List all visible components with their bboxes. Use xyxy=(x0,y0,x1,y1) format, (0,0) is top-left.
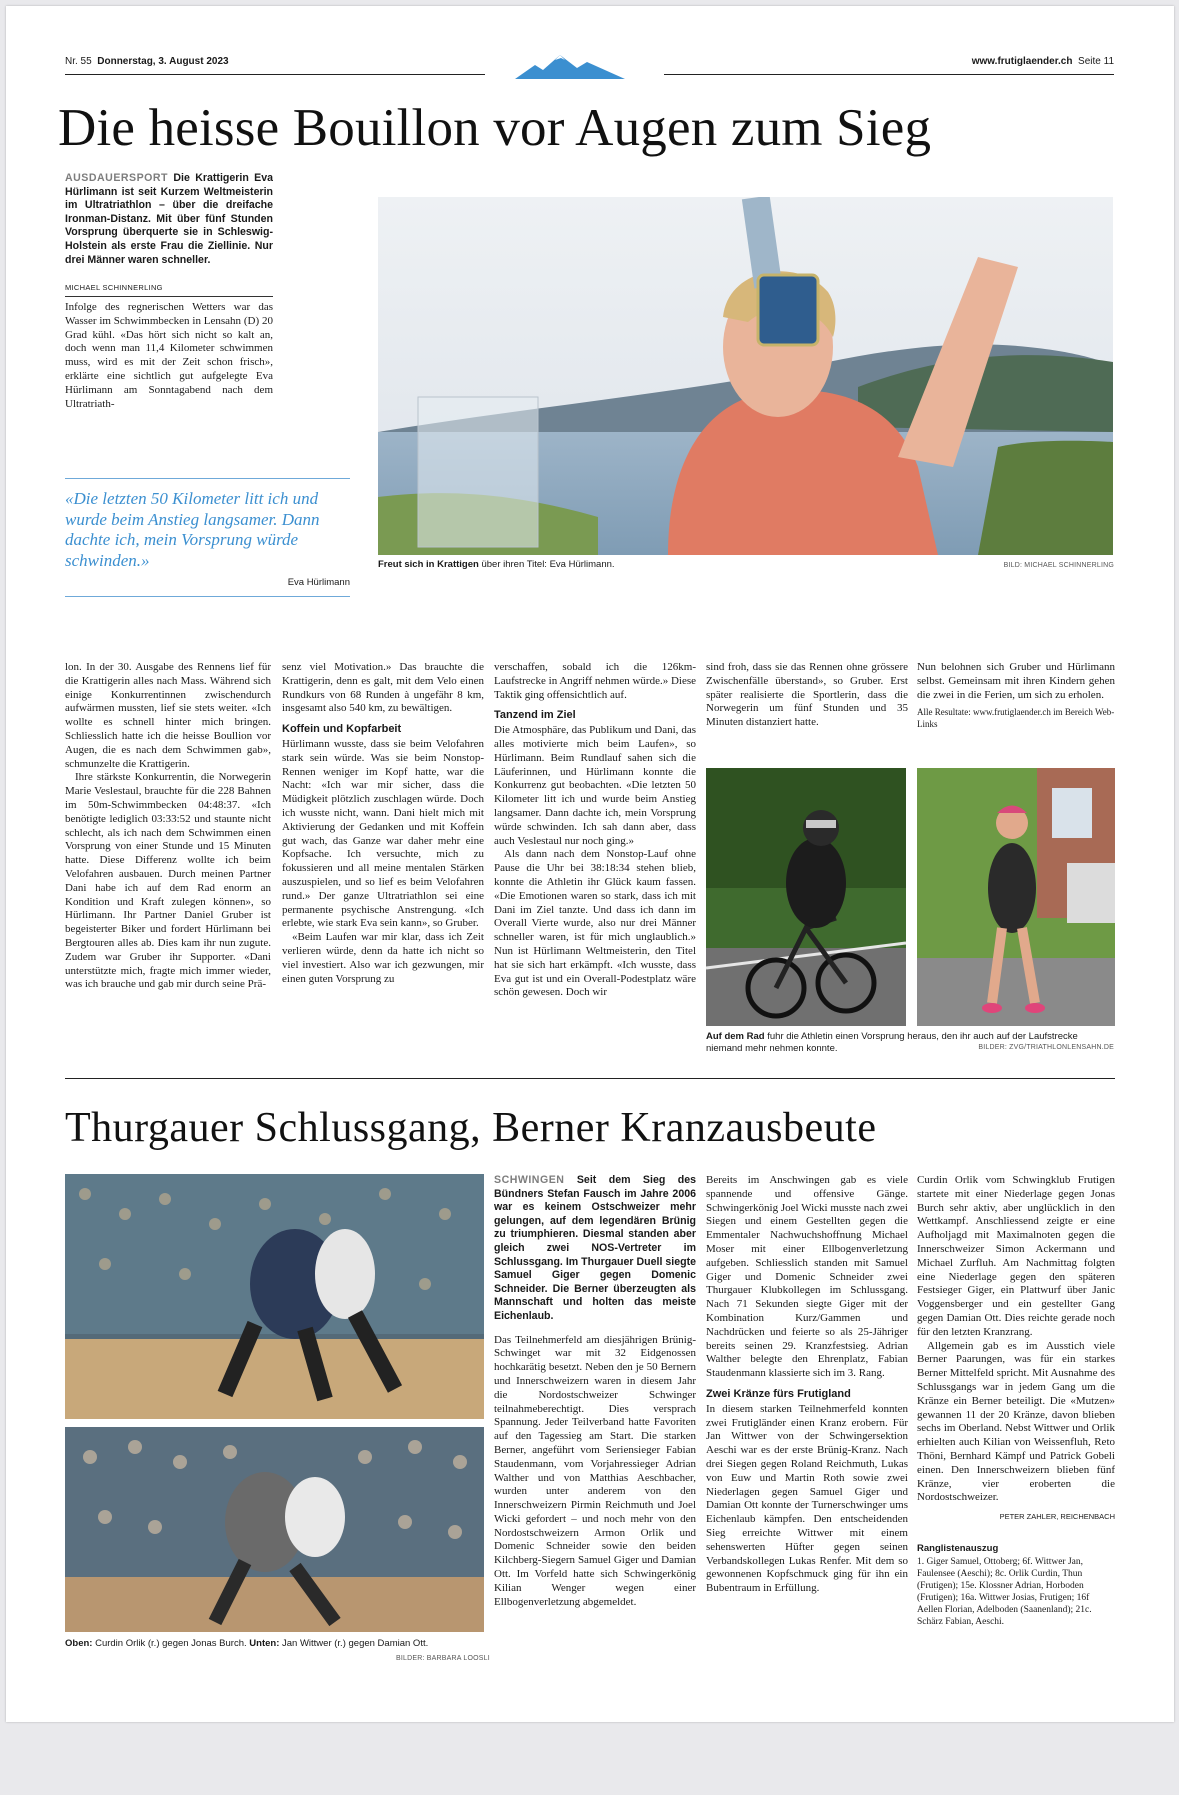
small-caption-bold: Auf dem Rad xyxy=(706,1031,765,1042)
main-caption-text: über ihren Titel: Eva Hürlimann. xyxy=(478,559,615,570)
article1-intro: Infolge des regnerischen Wetters war das Wasser im Schwimmbecken in Lensahn (D) 20 Grad kühl. «Das hört sich nicht so kalt an, doch wenn man 11,4 Kilometer schwimmen muss, wird es mit der Zeit schon frisch», erklärte eine sichtlich gut aufgelegte Eva Hürlimann am Sonntagabend nach dem Ultratriath- xyxy=(65,300,273,410)
article2-col2-paragraph-2: In diesem starken Teilnehmerfeld konnten zwei Frutigländer einen Kranz erobern. Für Jan Wittwer von der Schwingersektion Aeschi war es der erste Brünig-Kranz. Nach drei Siegen gegen Roland Reichmuth, Lukas von Euw und Martin Roth sowie zwei Niederlagen gegen Samuel Giger und Damian Ott konnte der Turnerschwinger ums Eichenlaub kämpfen. Den entscheidenden Sieg erreichte Wittwer mit einem sehenswerten Hüfter gegen seinen Verbandskollegen Lukas Renfer. Mit dem so gewonnenen Kopfschmuck ging für ihn ein Bubentraum in Erfüllung. xyxy=(706,1402,908,1595)
article1-results-note: Alle Resultate: www.frutiglaender.ch im Bereich Web-Links xyxy=(917,707,1115,730)
article1-col2-paragraph-2: Hürlimann wusste, dass sie beim Velofahren stark sein würde. Was sie beim Nonstop-Rennen weniger im Kopf hatte, war die Nacht: «Ich war mir sicher, dass die Müdigkeit plötzlich zuschlagen würde. Doch ich wusste nicht, wann. Dani hielt mich mit Aktivierung der Gedanken und mit Koffein gut wach, das Ganze war daher mehr eine Kopfsache. Ich versuchte, mich zu fokussieren und all meine mentalen Stärken auszuspielen, und so lief es beim Velofahren rund.» Der ganze Ultratriathlon sei eine permanente psychische Anstrengung. «Ich erlebte, wie stark Eva sein kann», so Gruber. xyxy=(282,737,484,930)
small-caption-text: fuhr die Athletin einen Vorsprung heraus, den ihr auch auf der Laufstrecke niemand mehr nehmen konnte. xyxy=(706,1031,1078,1054)
article1-col3-paragraph-3: Als dann nach dem Nonstop-Lauf ohne Pause die Uhr bei 38:18:34 stehen blieb, konnte die Athletin ihr Glück kaum fassen. «Die Emotionen waren so stark, dass ich mit Dani im Ziel tanzte. Und dass ich dann im Overall Vierte wurde, also nur drei Männer schneller waren, ist für mich unglaublich.» Nun ist Hürlimann Weltmeisterin, den Titel hat sie sich hart erkämpft. «Ich wusste, dass Eva gut ist und ein Overall-Podestplatz wäre schön gewesen. Doch wir xyxy=(494,848,696,999)
article1-lead xyxy=(65,172,273,267)
article-separator xyxy=(65,1078,1115,1079)
running-photo-image xyxy=(917,768,1115,1026)
article1-title: Die heisse Bouillon vor Augen zum Sieg xyxy=(58,99,932,157)
website-page-info xyxy=(972,56,1114,67)
header-rule-right xyxy=(664,74,1114,75)
article1-kicker: AUSDAUERSPORT xyxy=(65,172,169,184)
article1-column-4 xyxy=(706,661,908,751)
wrestling-photo-top xyxy=(65,1174,484,1419)
article1-subheading-koffein: Koffein und Kopfarbeit xyxy=(282,723,402,736)
cycling-photo-image xyxy=(706,768,906,1026)
main-photo-credit: BILD: MICHAEL SCHINNERLING xyxy=(1003,562,1114,569)
cycling-photo xyxy=(706,768,906,1026)
article2-lead xyxy=(494,1174,696,1324)
article2-column-2 xyxy=(706,1174,908,1674)
running-photo xyxy=(917,768,1115,1026)
wrestling-photos-caption xyxy=(65,1638,485,1650)
main-photo-image xyxy=(378,197,1113,555)
pull-quote xyxy=(65,478,350,597)
wrestling-photos-credit: BILDER: BARBARA LOOSLI xyxy=(396,1655,490,1662)
main-photo xyxy=(378,197,1113,555)
article1-col4-paragraph-1: sind froh, dass sie das Rennen ohne grössere Zwischenfälle überstand», so Gruber. Erst später realisierte die Sportlerin, dass die Norwegerin um fünf Stunden und 35 Minuten distanziert hatte. xyxy=(706,661,908,729)
newspaper-page xyxy=(6,6,1174,1722)
wrestling-photo-bottom xyxy=(65,1427,484,1632)
issue-number: Nr. 55 xyxy=(65,56,92,67)
article2-col1-paragraph-1: Das Teilnehmerfeld am diesjährigen Brünig-Schwinget war mit 32 Eidgenossen hochkarätig besetzt. Neben den je 50 Bernern und Innerschweizern waren in diesem Jahr die Nordostschweizer Schwinger teilnahmeberechtigt. Dies versprach Spannung. Jeder Teilverband hatte Favoriten auf den Tagessieg am Start. Die starken Berner, angeführt vom Seriensieger Fabian Staudenmann, vom Vorjahressieger Adrian Walther und von Matthias Aeschbacher, wurden unter anderem von den Innerschweizern Pirmin Reichmuth und Joel Wicki gefordert – und noch mehr von den Nordostschweizern Armon Orlik und Domenic Schneider sowie den beiden Kilchberg-Siegern Samuel Giger und Damian Ott. Im Vorfeld hatte sich Schwingerkönig Kilian Wenger wegen einer Ellbogenverletzung abgemeldet. xyxy=(494,1333,696,1608)
article1-col3-paragraph-1: verschaffen, sobald ich die 126km-Laufstrecke in Angriff nehmen würde.» Diese Taktik ging offensichtlich auf. xyxy=(494,661,696,701)
pull-quote-author: Eva Hürlimann xyxy=(287,577,350,588)
article2-column-3 xyxy=(917,1174,1115,1674)
article1-lead-text: Die Krattigerin Eva Hürlimann ist seit Kurzem Weltmeisterin im Ultratriathlon – über die dreifache Ironman-Distanz. Mit über fünf Stunden Vorsprung überquerte sie in Schleswig-Holstein als erste Frau die Ziellinie. Nur drei Männer waren schneller. xyxy=(65,172,273,266)
small-photos-credit: BILDER: ZVG/TRIATHLONLENSAHN.DE xyxy=(978,1044,1114,1051)
pull-quote-text: «Die letzten 50 Kilometer litt ich und wurde beim Anstieg langsamer. Dann dachte ich, mein Vorsprung würde schwinden.» xyxy=(65,489,320,570)
article1-column-2 xyxy=(282,661,484,1061)
article2-col3-paragraph-1: Curdin Orlik vom Schwingklub Frutigen startete mit einer Niederlage gegen Jonas Burch sehr aktiv, aber unglücklich in den Wettkampf. Anschliessend zeigte er eine Aufholjagd mit Maximalnoten gegen die Innerschweizer Simon Ackermann und Michael Zurfluh. Am Nachmittag folgten eine Niederlage gegen den späteren Festsieger Giger, ein Plattwurf über Janic Voggensberger und ein gestellter Gang gegen Damian Ott. Dies reichte gerade noch für den letzten Kranzrang. xyxy=(917,1174,1115,1338)
page-header xyxy=(65,52,1114,82)
small-photos-caption xyxy=(706,1031,1116,1055)
mountain-logo-icon xyxy=(515,52,625,80)
article1-col3-paragraph-2: Die Atmosphäre, das Publikum und Dani, das alles motivierte mich beim Laufen», so Hürlimann. Beim Rundlauf sahen sich die Läuferinnen, und Hürlimann konnte die Konkurrenz gut beobachten. «Die letzten 50 Kilometer litt ich und wurde beim Anstieg langsamer. Dann dachte ich, mein Vorsprung würde schwinden. Ich sah dann aber, dass auch Veslestaul nur noch ging.» xyxy=(494,724,696,847)
main-photo-caption xyxy=(378,559,978,571)
article2-author: PETER ZAHLER, REICHENBACH xyxy=(999,1512,1115,1522)
article1-col5-paragraph-1: Nun belohnen sich Gruber und Hürlimann selbst. Gemeinsam mit ihren Kindern gehen die zwei in die Ferien, um sich zu erholen. xyxy=(917,661,1115,701)
article1-col1-paragraph-1: lon. In der 30. Ausgabe des Rennens lief für die Krattigerin alles nach Mass. Während sich einige Konkurrentinnen zwischendurch aufwärmen mussten, lief sie stets weiter. «Ich wollte es schnell hinter mich bringen. Schliesslich hatte ich die heisse Boullion vor Augen, die es nach dem Schwimmen gab», schmunzelte die Krattigerin. xyxy=(65,661,271,770)
caption-top-label: Oben: xyxy=(65,1638,93,1649)
article2-title: Thurgauer Schlussgang, Berner Kranzausbeute xyxy=(65,1105,877,1151)
article2-subheading-kraenze: Zwei Kränze fürs Frutigland xyxy=(706,1387,851,1400)
article1-col2-paragraph-1: senz viel Motivation.» Das brauchte die Krattigerin, denn es galt, mit dem Velo einen Rundkurs von 68 Runden à ungefähr 8 km, insgesamt also 540 km, zu bewältigen. xyxy=(282,661,484,715)
article2-lead-text: Seit dem Sieg des Bündners Stefan Fausch im Jahre 2006 war es keinem Ostschweizer mehr gelungen, auf dem legendären Brünig zu triumphieren. Diesmal standen aber gleich zwei NOS-Vertreter im Schlussgang. Im Thurgauer Duell siegte Samuel Giger gegen Domenic Schneider. Die Berner überzeugten als Mannschaft und holten das meiste Eichenlaub. xyxy=(494,1174,696,1322)
header-rule-left xyxy=(65,74,485,75)
wrestling-photo-top-image xyxy=(65,1174,484,1419)
article1-lead-column xyxy=(65,172,273,411)
article2-column-1 xyxy=(494,1174,696,1674)
wrestling-photo-bottom-image xyxy=(65,1427,484,1632)
caption-bottom-label: Unten: xyxy=(249,1638,280,1649)
main-caption-bold: Freut sich in Krattigen xyxy=(378,559,479,570)
article1-author: MICHAEL SCHINNERLING xyxy=(65,281,273,297)
issue-date: Donnerstag, 3. August 2023 xyxy=(97,56,229,67)
article1-col2-paragraph-3: «Beim Laufen war mir klar, dass ich Zeit verlieren würde, denn da hatte ich nicht so viel investiert. Also war ich gezwungen, mir einen guten Vorsprung zu xyxy=(282,931,484,985)
caption-top-text: Curdin Orlik (r.) gegen Jonas Burch. xyxy=(92,1638,250,1649)
issue-info xyxy=(65,56,229,67)
article1-column-3 xyxy=(494,661,696,1061)
article2-col2-paragraph-1: Bereits im Anschwingen gab es viele spannende und offensive Gänge. Schwingerkönig Joel Wicki musste nach zwei Siegen und einem Gestellten gegen die Emmentaler Nachwuchshoffnung Michael Moser mit einer Ellbogenverletzung aufgeben. Schliesslich standen mit Samuel Giger und Domenic Schneider zwei Thurgauer Klubkollegen im Schlussgang. Nach 71 Sekunden siegte Giger mit der Kombination Kurz/Gammen und Nachdrücken und feierte so als 25-Jähriger bereits seinen 29. Kranzfestsieg. Adrian Walther belegte den Ehrenplatz, Fabian Staudenmann klassierte sich im 3. Rang. xyxy=(706,1174,908,1380)
ranking-title: Ranglistenauszug xyxy=(917,1542,999,1554)
article1-subheading-tanzend: Tanzend im Ziel xyxy=(494,709,576,722)
ranking-list: 1. Giger Samuel, Ottoberg; 6f. Wittwer Jan, Faulensee (Aeschi); 8c. Orlik Curdin, Thun (Frutigen); 15e. Klossner Adrian, Horboden (Frutigen); 16a. Wittwer Josias, Frutigen; 16f Aellen Florian, Adelboden (Saanenland); 21c. Schärz Fabian, Aeschi. xyxy=(917,1556,1092,1627)
website-link: www.frutiglaender.ch xyxy=(971,56,1073,67)
caption-bottom-text: Jan Wittwer (r.) gegen Damian Ott. xyxy=(279,1638,429,1649)
article1-column-5 xyxy=(917,661,1115,751)
article1-column-1 xyxy=(65,661,271,1061)
article1-col1-paragraph-2: Ihre stärkste Konkurrentin, die Norwegerin Marie Veslestaul, brauchte für die 228 Bahnen im 50m-Schwimmbecken 04:48:37. «Ich benötigte lediglich 03:33:52 und staunte nicht schlecht, als ich nach dem Schwimmen einen Vorsprung von einer Stunde und 15 Minuten hatte. Diese Differenz wollte ich beim Velofahren ausbauen. Durch meinen Partner Dani habe ich auf dem Rad enorm an Kondition und Kraft zulegen können», so Hürlimann. Ihr Partner Daniel Gruber ist begeisterter Biker und fordert Hürlimann bei Bergtouren alles ab. Dies kam ihr nun zugute. Zudem war Gruber ihr Supporter. «Dani unterstützte mich, fragte mich immer wieder, was ich brauche und gab mir durch seine Prä- xyxy=(65,771,271,991)
article2-col3-paragraph-2: Allgemein gab es im Ausstich viele Berner Paarungen, was für ein starkes Berner Mittelfeld spricht. Mit Ausnahme des Schlussgangs war in jedem Gang um die Kränze ein Berner beteiligt. Die «Mutzen» gewannen 11 der 20 Kränze, davon blieben sechs im Oberland. Nebst Wittwer und Orlik erhielten auch Kilian von Weissenfluh, Reto Thöni, Bernhard Kämpf und Patrick Gobeli einen. Den Innerschweizern blieben fünf Kränze, vier eroberten die Nordostschweizer. xyxy=(917,1339,1115,1504)
article2-kicker: SCHWINGEN xyxy=(494,1174,565,1186)
page-number: Seite 11 xyxy=(1078,56,1114,67)
